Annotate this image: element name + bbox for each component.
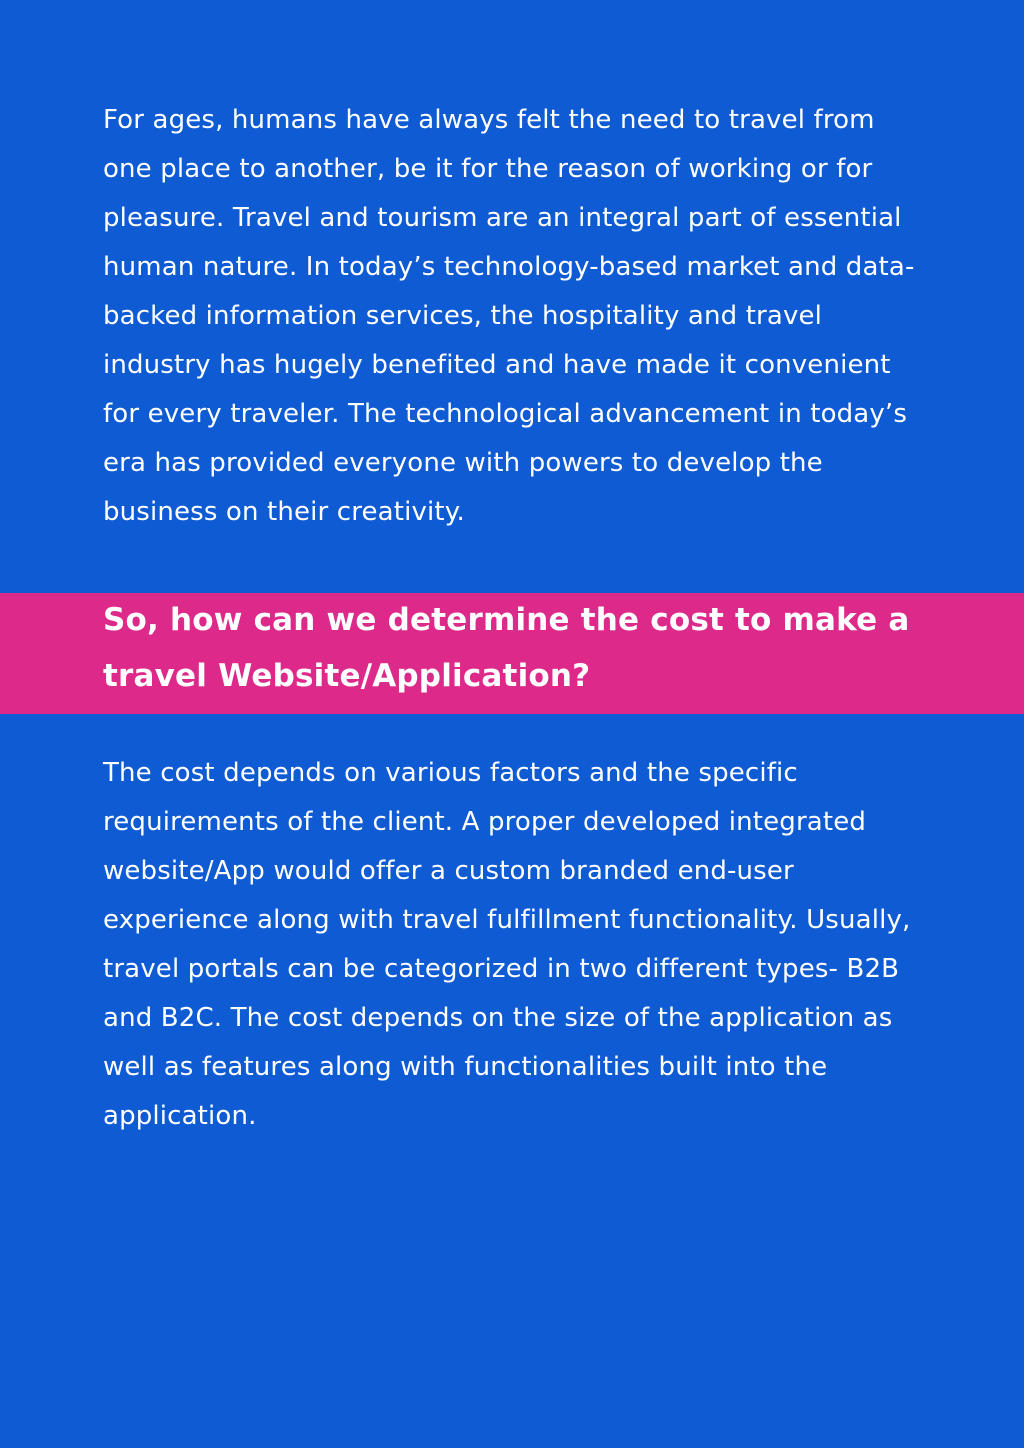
cost-line: requirements of the client. A proper developed integrated — [103, 807, 867, 837]
intro-line: For ages, humans have always felt the need to travel from — [103, 105, 875, 135]
cost-paragraph — [103, 749, 933, 1141]
section-heading — [103, 592, 909, 704]
intro-line: era has provided everyone with powers to develop the — [103, 448, 823, 478]
intro-line: human nature. In today’s technology-based market and data- — [103, 252, 915, 282]
section-heading-line: travel Website/Application? — [103, 658, 591, 694]
section-heading-line: So, how can we determine the cost to make a — [103, 602, 910, 638]
cost-line: and B2C. The cost depends on the size of the application as — [103, 1003, 893, 1033]
cost-line: travel portals can be categorized in two different types- B2B — [103, 954, 900, 984]
cost-line: website/App would offer a custom branded end-user — [103, 856, 794, 886]
intro-paragraph — [103, 96, 933, 537]
intro-line: pleasure. Travel and tourism are an integral part of essential — [103, 203, 902, 233]
intro-line: one place to another, be it for the reason of working or for — [103, 154, 873, 184]
intro-line: industry has hugely benefited and have made it convenient — [103, 350, 891, 380]
intro-line: for every traveler. The technological advancement in today’s — [103, 399, 908, 429]
cost-line: application. — [103, 1101, 257, 1131]
intro-line: backed information services, the hospitality and travel — [103, 301, 823, 331]
cost-line: experience along with travel fulfillment functionality. Usually, — [103, 905, 911, 935]
cost-line: well as features along with functionalities built into the — [103, 1052, 828, 1082]
cost-line: The cost depends on various factors and the specific — [103, 758, 798, 788]
intro-line: business on their creativity. — [103, 497, 465, 527]
